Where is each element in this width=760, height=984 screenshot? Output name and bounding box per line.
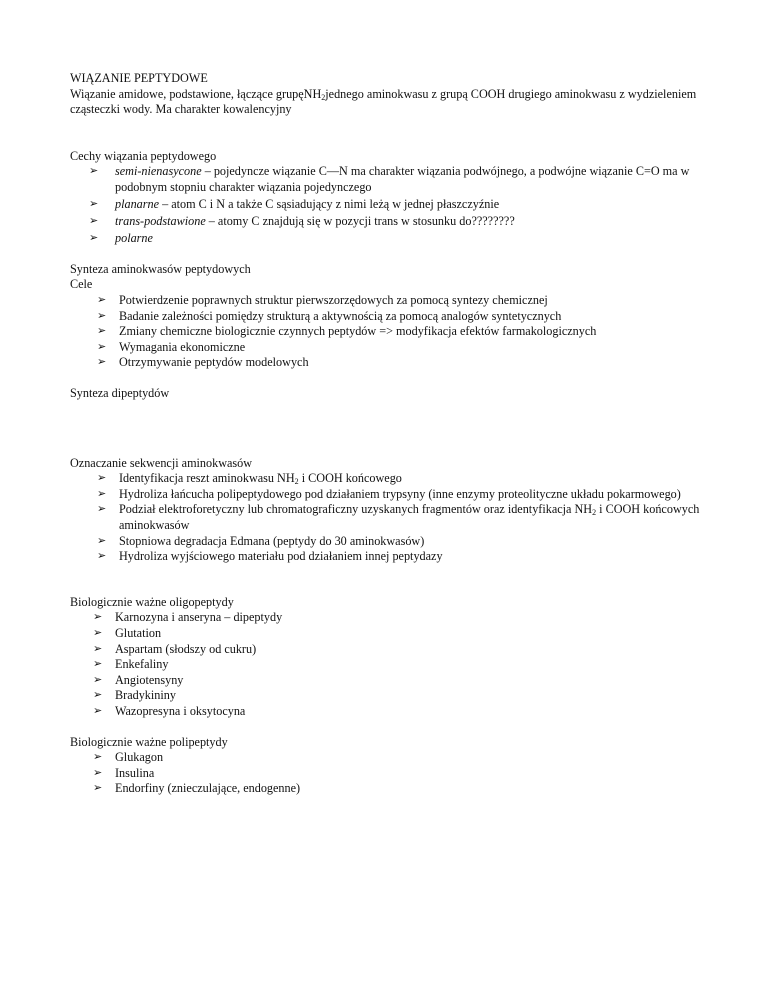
doc-title: WIĄZANIE PEPTYDOWE [70, 71, 208, 85]
arrow-bullet-icon: ➢ [93, 642, 103, 655]
list-item: ➢ polarne [89, 231, 153, 246]
section-heading-dipeptydy: Synteza dipeptydów [70, 386, 170, 400]
section-heading-polipeptydy: Biologicznie ważne polipeptydy [70, 734, 228, 749]
list-item: ➢ Otrzymywanie peptydów modelowych [97, 355, 309, 370]
document-page [70, 71, 700, 797]
section-heading-synteza: Synteza aminokwasów peptydowych [70, 261, 251, 276]
list-item: ➢ Angiotensyny [93, 672, 184, 687]
arrow-bullet-icon: ➢ [93, 673, 103, 686]
section-heading-oligopeptydy: Biologicznie ważne oligopeptydy [70, 594, 234, 609]
list-item: ➢ Hydroliza wyjściowego materiału pod działaniem innej peptydazy [97, 549, 443, 564]
arrow-bullet-icon: ➢ [93, 611, 103, 624]
polipeptydy-list [70, 750, 700, 797]
section-heading-cechy: Cechy wiązania peptydowego [70, 148, 217, 163]
list-item: ➢ Endorfiny (znieczulające, endogenne) [93, 781, 301, 796]
list-item: ➢ Hydroliza łańcucha polipeptydowego pod działaniem trypsyny (inne enzymy proteolityczne układu pokarmowego) [97, 486, 681, 501]
arrow-bullet-icon: ➢ [93, 751, 103, 764]
list-item: ➢ Bradykininy [93, 688, 176, 703]
arrow-bullet-icon: ➢ [89, 232, 99, 245]
section-heading-sekwencja: Oznaczanie sekwencji aminokwasów [70, 455, 253, 470]
arrow-bullet-icon: ➢ [93, 766, 103, 779]
arrow-bullet-icon: ➢ [97, 550, 107, 563]
synteza-list [70, 293, 700, 371]
arrow-bullet-icon: ➢ [97, 325, 107, 338]
arrow-bullet-icon: ➢ [93, 782, 103, 795]
cechy-list [70, 164, 700, 246]
list-item: ➢ Glukagon [93, 750, 164, 765]
list-item: ➢ Glutation [93, 625, 162, 640]
list-item: ➢ Enkefaliny [93, 657, 169, 672]
intro-paragraph: Wiązanie amidowe, podstawione, łączące grupęNH$_2$jednego aminokwasu z grupą COOH drugiego aminokwasu z wydzieleniem cząsteczki wody. Ma charakter kowalencyjny [70, 86, 697, 117]
arrow-bullet-icon: ➢ [93, 704, 103, 717]
arrow-bullet-icon: ➢ [97, 487, 107, 500]
list-item: ➢ Wymagania ekonomiczne [97, 339, 246, 354]
arrow-bullet-icon: ➢ [97, 534, 107, 547]
arrow-bullet-icon: ➢ [93, 626, 103, 639]
arrow-bullet-icon: ➢ [97, 309, 107, 322]
arrow-bullet-icon: ➢ [97, 356, 107, 369]
list-item: ➢ semi-nienasycone – pojedyncze wiązanie C—N ma charakter wiązania podwójnego, a podwójne wiązanie C=O ma w podobnym stopniu charakter wiązania pojedynczego [89, 164, 690, 194]
arrow-bullet-icon: ➢ [89, 165, 99, 178]
sekwencja-list [70, 471, 700, 565]
arrow-bullet-icon: ➢ [97, 294, 107, 307]
list-item: ➢ Stopniowa degradacja Edmana (peptydy do 30 aminokwasów) [97, 533, 425, 548]
list-item: ➢ Badanie zależności pomiędzy strukturą a aktywnością za pomocą analogów syntetycznych [97, 308, 562, 323]
list-item: ➢ Podział elektroforetyczny lub chromatograficzny uzyskanych fragmentów oraz identyfikacja $NH_2$ i COOH końcowych aminokwasów [97, 502, 700, 532]
arrow-bullet-icon: ➢ [97, 472, 107, 485]
list-item: ➢ Karnozyna i anseryna – dipeptydy [93, 610, 283, 625]
arrow-bullet-icon: ➢ [89, 215, 99, 228]
oligopeptydy-list [70, 610, 700, 719]
list-item: ➢ Insulina [93, 765, 155, 780]
arrow-bullet-icon: ➢ [93, 658, 103, 671]
list-item: ➢ trans-podstawione – atomy C znajdują się w pozycji trans w stosunku do???????? [89, 214, 515, 229]
list-item: ➢ Zmiany chemiczne biologicznie czynnych peptydów => modyfikacja efektów farmakologicznych [97, 324, 597, 339]
section-subheading-cele: Cele [70, 277, 93, 292]
list-item: ➢ Wazopresyna i oksytocyna [93, 703, 246, 718]
arrow-bullet-icon: ➢ [89, 198, 99, 211]
arrow-bullet-icon: ➢ [97, 340, 107, 353]
list-item: ➢ Potwierdzenie poprawnych struktur pierwszorzędowych za pomocą syntezy chemicznej [97, 293, 548, 308]
list-item: ➢ Aspartam (słodszy od cukru) [93, 641, 257, 656]
arrow-bullet-icon: ➢ [93, 689, 103, 702]
list-item: ➢ Identyfikacja reszt aminokwasu $NH_2$ i COOH końcowego [97, 471, 402, 487]
list-item: ➢ planarne – atom C i N a także C sąsiadujący z nimi leżą w jednej płaszczyźnie [89, 197, 500, 212]
arrow-bullet-icon: ➢ [97, 503, 107, 516]
